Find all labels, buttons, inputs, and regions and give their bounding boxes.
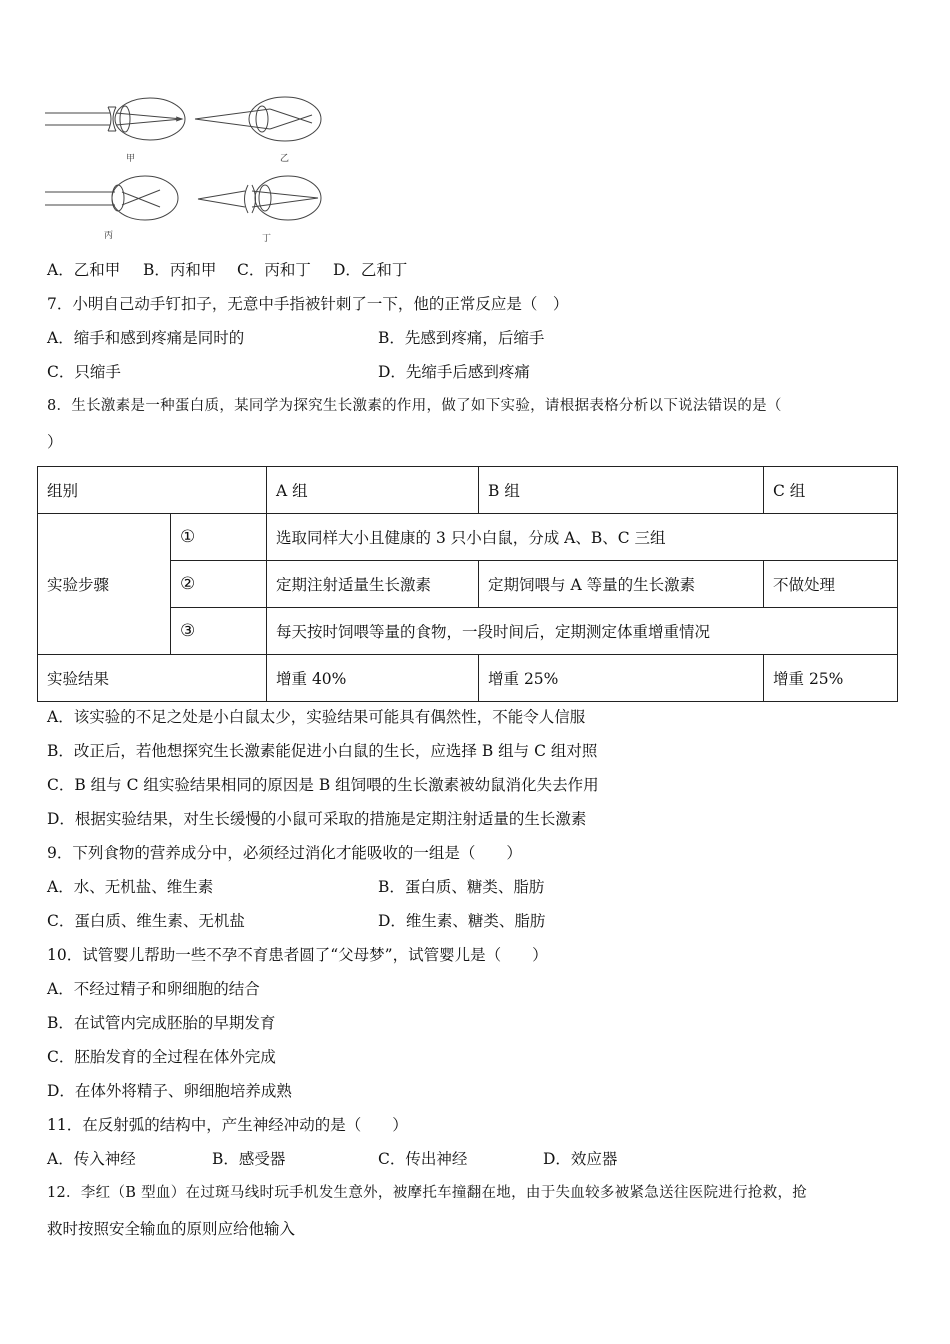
step-num-3: ③	[171, 608, 267, 655]
q7-option-d: D．先缩手后感到疼痛	[378, 363, 530, 381]
eye-diagram-ding	[198, 176, 321, 220]
figure-label-yi: 乙	[280, 154, 290, 164]
q7-option-a: A．缩手和感到疼痛是同时的	[47, 329, 245, 347]
q11-option-a: A．传入神经	[47, 1150, 136, 1168]
table-header-row	[38, 467, 898, 514]
q8-option-a: A．该实验的不足之处是小白鼠太少，实验结果可能具有偶然性，不能令人信服	[47, 708, 586, 726]
header-b: B 组	[479, 467, 764, 514]
q7-option-c: C．只缩手	[47, 363, 121, 381]
eye-diagram-bing	[45, 176, 178, 220]
q9-option-d: D．维生素、糖类、脂肪	[378, 912, 546, 930]
q10-option-d: D．在体外将精子、卵细胞培养成熟	[47, 1082, 292, 1100]
q11-stem: 11．在反射弧的结构中，产生神经冲动的是（ ）	[47, 1116, 408, 1134]
result-c: 增重 25%	[764, 655, 898, 702]
q10-option-b: B．在试管内完成胚胎的早期发育	[47, 1014, 276, 1032]
q8-stem-line1: 8．生长激素是一种蛋白质，某同学为探究生长激素的作用，做了如下实验，请根据表格分析以下说法错误的是（	[47, 398, 782, 414]
figure-label-jia: 甲	[126, 154, 136, 164]
eye-diagram-yi	[195, 97, 321, 141]
q12-stem-line2: 救时按照安全输血的原则应给他输入	[47, 1220, 296, 1238]
q8-option-d: D．根据实验结果，对生长缓慢的小鼠可采取的措施是定期注射适量的生长激素	[47, 810, 587, 828]
q9-option-c: C．蛋白质、维生素、无机盐	[47, 912, 245, 930]
experiment-table	[37, 466, 898, 702]
step1-text: 选取同样大小且健康的 3 只小白鼠，分成 A、B、C 三组	[267, 514, 898, 561]
header-c: C 组	[764, 467, 898, 514]
q6-option-c: C．丙和丁	[237, 261, 311, 279]
eye-diagram-jia	[45, 98, 185, 140]
header-group: 组别	[38, 467, 267, 514]
q9-stem: 9．下列食物的营养成分中，必须经过消化才能吸收的一组是（ ）	[47, 844, 522, 862]
result-a: 增重 40%	[267, 655, 479, 702]
q8-option-b: B．改正后，若他想探究生长激素能促进小白鼠的生长，应选择 B 组与 C 组对照	[47, 742, 598, 760]
q7-option-b: B．先感到疼痛，后缩手	[378, 329, 545, 347]
q11-option-c: C．传出神经	[378, 1150, 468, 1168]
step2-c: 不做处理	[764, 561, 898, 608]
step3-text: 每天按时饲喂等量的食物，一段时间后，定期测定体重增重情况	[267, 608, 898, 655]
q9-option-b: B．蛋白质、糖类、脂肪	[378, 878, 545, 896]
step-num-1: ①	[171, 514, 267, 561]
q8-option-c: C．B 组与 C 组实验结果相同的原因是 B 组饲喂的生长激素被幼鼠消化失去作用	[47, 776, 599, 794]
q10-option-a: A．不经过精子和卵细胞的结合	[47, 980, 260, 998]
q11-option-b: B．感受器	[212, 1150, 286, 1168]
result-b: 增重 25%	[479, 655, 764, 702]
figure-label-bing: 丙	[104, 231, 114, 241]
header-a: A 组	[267, 467, 479, 514]
step-num-2: ②	[171, 561, 267, 608]
eye-diagrams-figure	[40, 95, 330, 245]
step2-b: 定期饲喂与 A 等量的生长激素	[479, 561, 764, 608]
steps-label: 实验步骤	[38, 514, 171, 655]
table-row	[38, 655, 898, 702]
q12-stem-line1: 12．李红（B 型血）在过斑马线时玩手机发生意外，被摩托车撞翻在地，由于失血较多被紧急送往医院进行抢救，抢	[47, 1185, 808, 1201]
q6-option-d: D．乙和丁	[333, 261, 408, 279]
figure-label-ding: 丁	[262, 234, 272, 244]
q8-stem-line2: ）	[47, 433, 63, 451]
table-row	[38, 514, 898, 561]
step2-a: 定期注射适量生长激素	[267, 561, 479, 608]
q9-option-a: A．水、无机盐、维生素	[47, 878, 214, 896]
q6-option-a: A．乙和甲	[47, 261, 121, 279]
q6-option-b: B．丙和甲	[143, 261, 217, 279]
q10-stem: 10．试管婴儿帮助一些不孕不育患者圆了“父母梦”，试管婴儿是（ ）	[47, 946, 548, 964]
q11-option-d: D．效应器	[543, 1150, 618, 1168]
result-label: 实验结果	[38, 655, 267, 702]
q10-option-c: C．胚胎发育的全过程在体外完成	[47, 1048, 276, 1066]
q7-stem: 7．小明自己动手钉扣子，无意中手指被针刺了一下，他的正常反应是（ ）	[47, 295, 569, 313]
